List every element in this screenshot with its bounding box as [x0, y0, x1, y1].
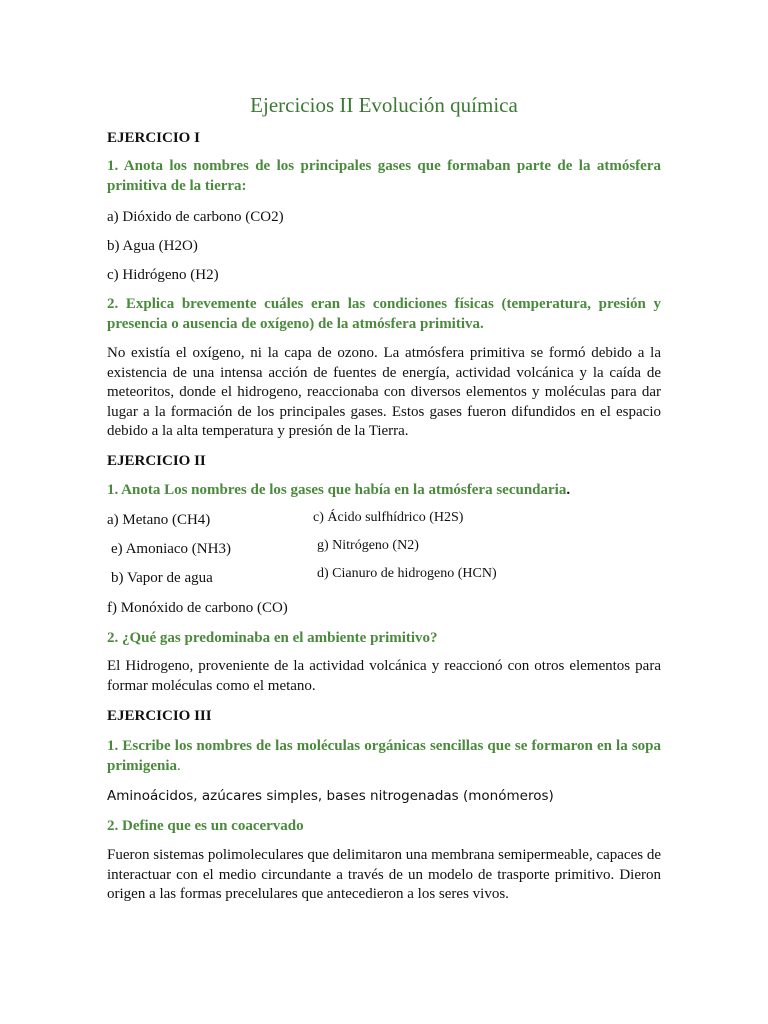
- exercise-3-heading: EJERCICIO III: [107, 708, 212, 724]
- exercise-3-answer-1: Aminoácidos, azúcares simples, bases nitrogenadas (monómeros): [107, 788, 554, 804]
- exercise-2-question-2: 2. ¿Qué gas predominaba en el ambiente primitivo?: [107, 630, 438, 646]
- exercise-1-answer-c: c) Hidrógeno (H2): [107, 267, 219, 283]
- exercise-1-heading: EJERCICIO I: [107, 130, 200, 146]
- exercise-3-question-1-text: 1. Escribe los nombres de las moléculas orgánicas sencillas que se formaron en la sopa primigenia: [107, 738, 661, 774]
- exercise-3-question-2: 2. Define que es un coacervado: [107, 818, 304, 834]
- exercise-3-question-1-period: .: [177, 758, 181, 774]
- exercise-2-gas-f: f) Monóxido de carbono (CO): [107, 600, 288, 616]
- exercise-1-question-1: 1. Anota los nombres de los principales gases que formaban parte de la atmósfera primitiva de la tierra:: [107, 158, 661, 194]
- exercise-2-gas-e: e) Amoniaco (NH3): [111, 541, 231, 557]
- exercise-2-gas-a: a) Metano (CH4): [107, 512, 211, 528]
- exercise-2-gas-b: b) Vapor de agua: [111, 570, 213, 586]
- page-title: Ejercicios II Evolución química: [250, 93, 518, 117]
- exercise-2-question-1-period: .: [566, 482, 571, 498]
- exercise-1-answer-b: b) Agua (H2O): [107, 238, 198, 254]
- exercise-1-answer-a: a) Dióxido de carbono (CO2): [107, 209, 284, 225]
- exercise-2-question-1: [107, 480, 661, 500]
- exercise-3-answer-2: Fueron sistemas polimoleculares que delimitaron una membrana semipermeable, capaces de interactuar con el medio circundante a través de un modelo de trasporte primitivo. Dieron origen a las formas precelulares que antecedieron a los seres vivos.: [107, 847, 661, 902]
- exercise-2-gas-g: g) Nitrógeno (N2): [317, 538, 419, 553]
- exercise-2-gas-c: c) Ácido sulfhídrico (H2S): [313, 510, 464, 525]
- exercise-2-gas-d: d) Cianuro de hidrogeno (HCN): [317, 566, 497, 581]
- exercise-2-heading: EJERCICIO II: [107, 453, 206, 469]
- exercise-3-question-1: [107, 736, 661, 776]
- exercise-2-question-1-text: 1. Anota Los nombres de los gases que había en la atmósfera secundaria: [107, 482, 567, 498]
- exercise-2-answer-2: El Hidrogeno, proveniente de la actividad volcánica y reaccionó con otros elementos para formar moléculas como el metano.: [107, 658, 661, 694]
- exercise-1-question-2: 2. Explica brevemente cuáles eran las condiciones físicas (temperatura, presión y presencia o ausencia de oxígeno) de la atmósfera primitiva.: [107, 296, 661, 332]
- exercise-1-answer-2: No existía el oxígeno, ni la capa de ozono. La atmósfera primitiva se formó debido a la existencia de una intensa acción de fuentes de energía, actividad volcánica y la caída de meteoritos, donde el hidrogeno, reaccionaba con diversos elementos y moléculas para dar lugar a la formación de los principales gases. Estos gases fueron difundidos en el espacio debido a la alta temperatura y presión de la Tierra.: [107, 345, 661, 439]
